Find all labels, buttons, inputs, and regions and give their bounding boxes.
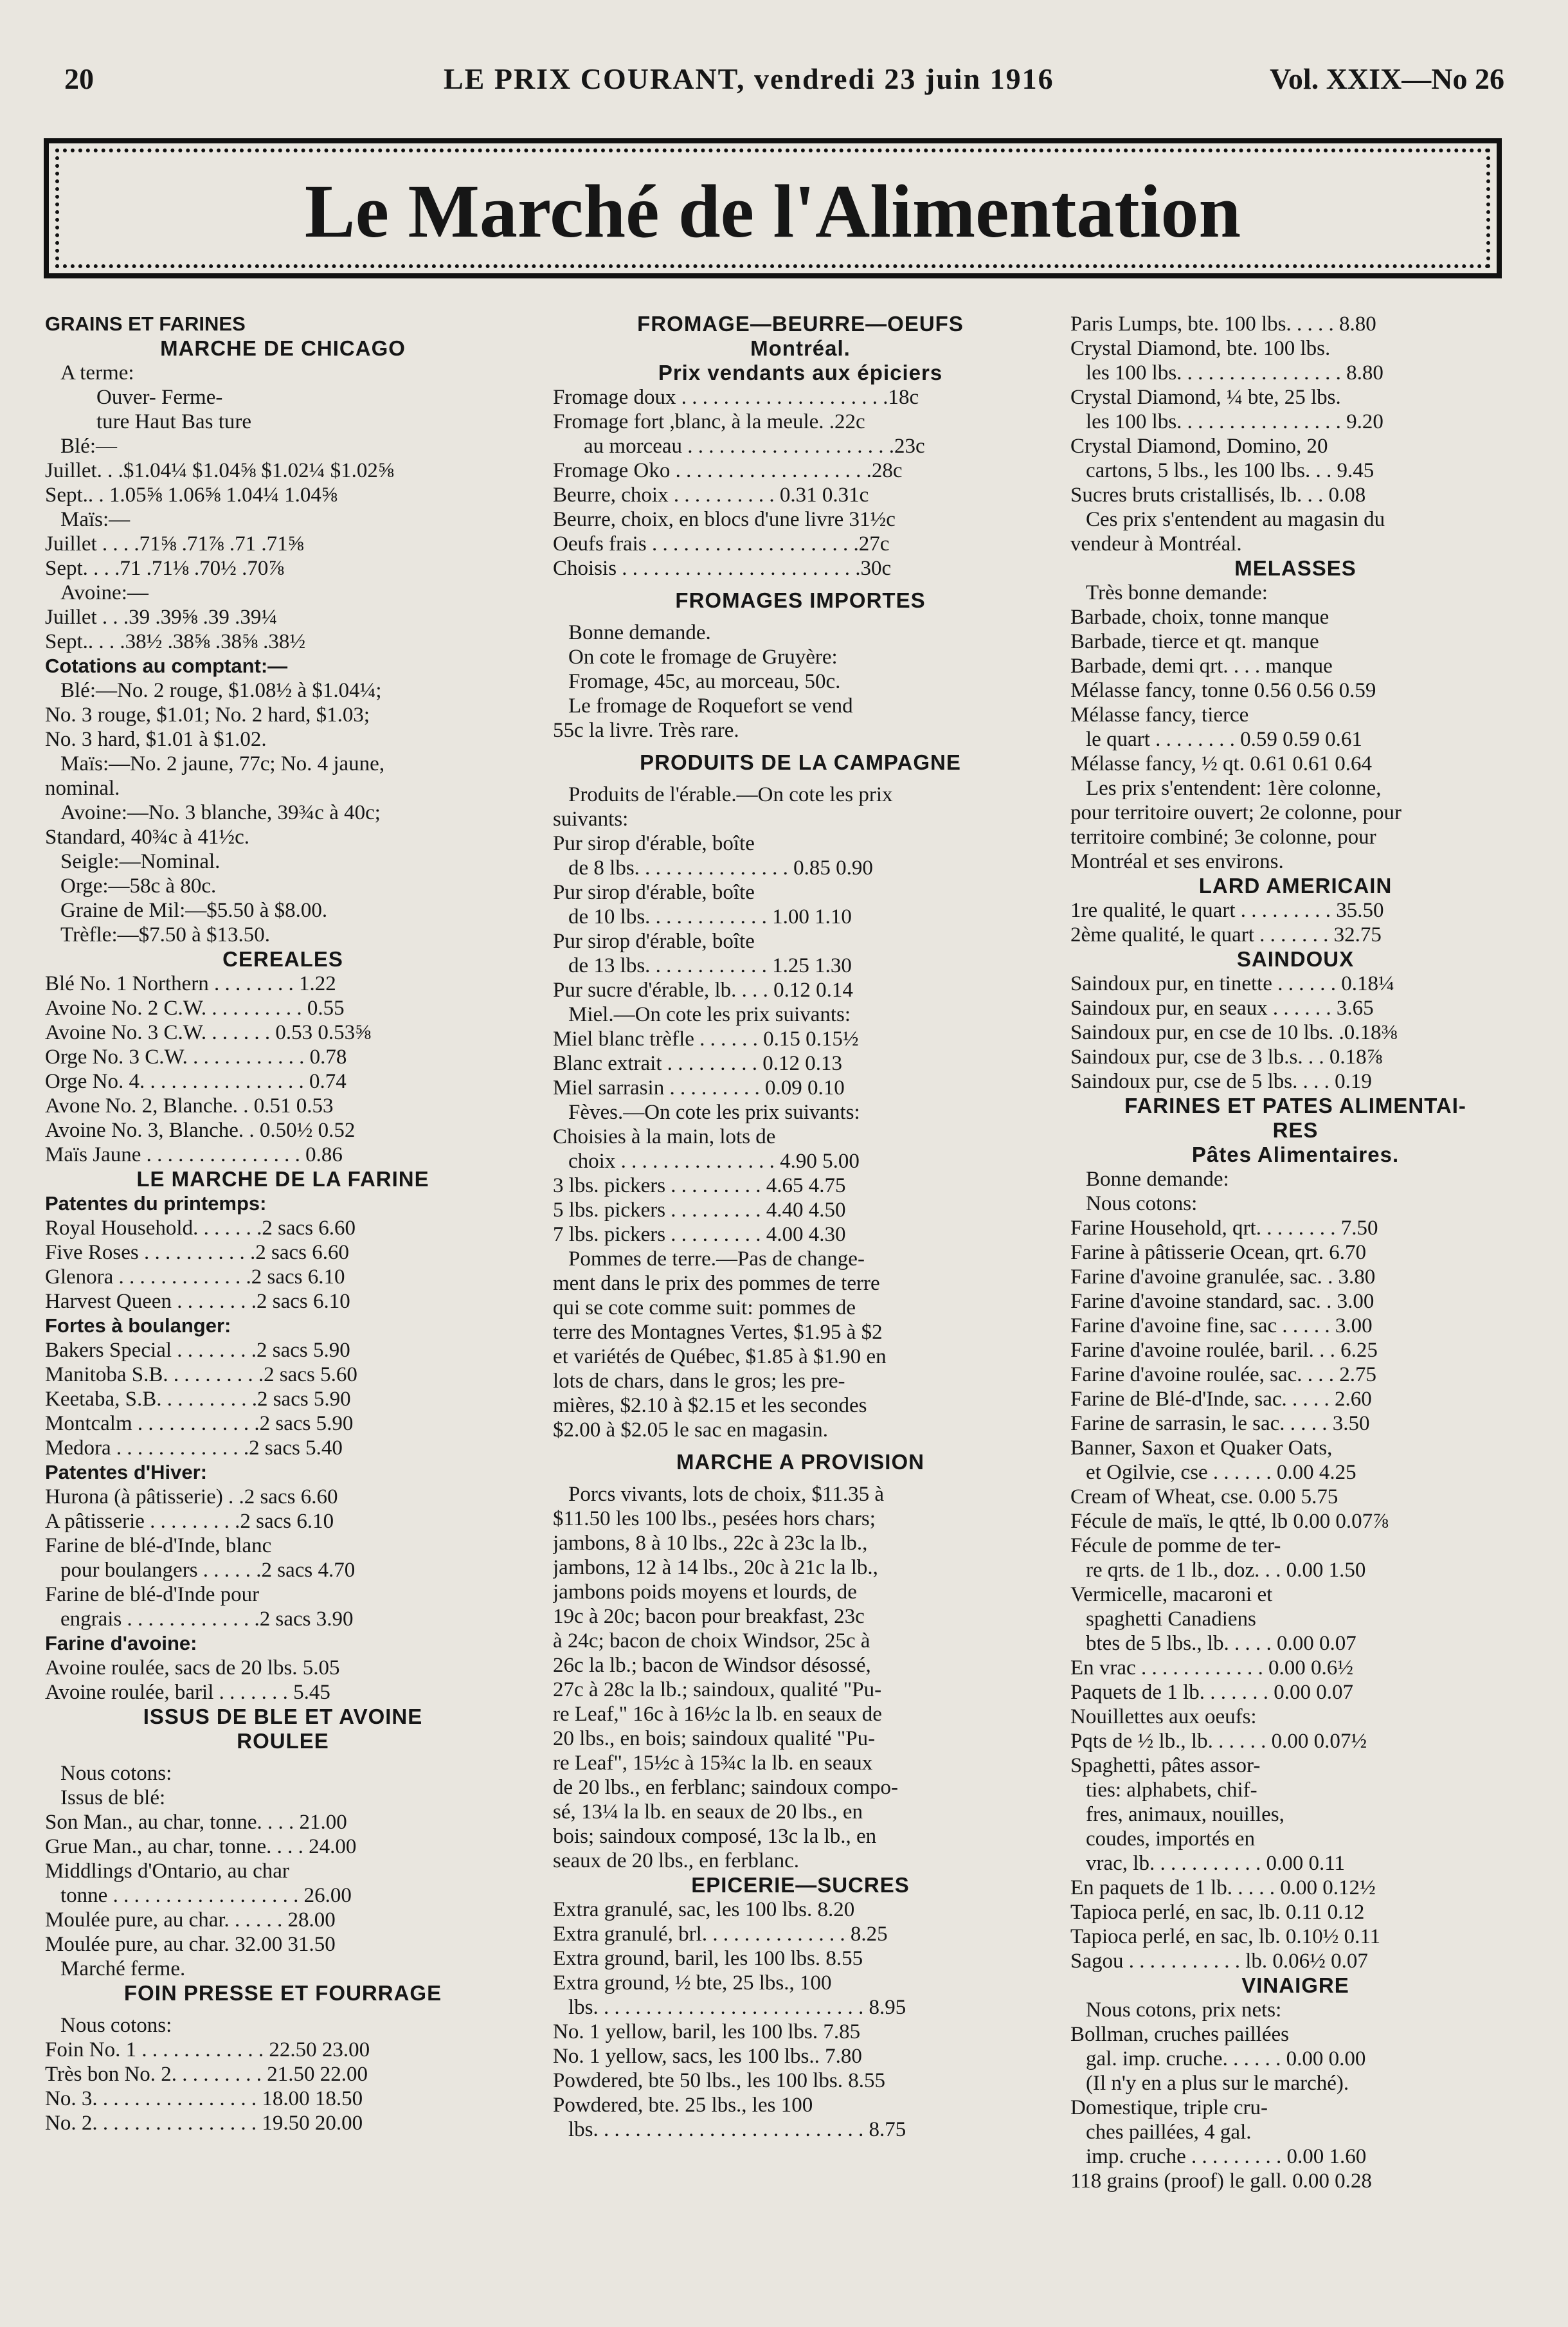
text-line: Maïs Jaune . . . . . . . . . . . . . . . 0.86	[45, 1143, 343, 1166]
text-line: de 20 lbs., en ferblanc; saindoux compo-	[553, 1776, 899, 1799]
text-line: Pur sucre d'érable, lb. . . . 0.12 0.14	[553, 979, 853, 1002]
text-line: jambons, 12 à 14 lbs., 20c à 21c la lb.,	[553, 1556, 878, 1579]
section-heading: PRODUITS DE LA CAMPAGNE	[640, 750, 961, 774]
spacer	[553, 1474, 1048, 1482]
text-line: Cream of Wheat, cse. 0.00 5.75	[1070, 1485, 1338, 1508]
text-line: En paquets de 1 lb. . . . . 0.00 0.12½	[1070, 1876, 1376, 1899]
text-line: sé, 13¼ la lb. en seaux de 20 lbs., en	[553, 1800, 863, 1824]
text-line: No. 1 yellow, baril, les 100 lbs. 7.85	[553, 2020, 861, 2043]
text-line: Beurre, choix, en blocs d'une livre 31½c	[553, 508, 896, 531]
text-line: Juillet . . . .71⅝ .71⅞ .71 .71⅝	[45, 532, 304, 556]
text-line: gal. imp. cruche. . . . . . 0.00 0.00	[1086, 2047, 1366, 2070]
section-heading: MARCHE DE CHICAGO	[160, 336, 406, 360]
text-line: Harvest Queen . . . . . . . .2 sacs 6.10	[45, 1290, 350, 1313]
text-line: No. 3. . . . . . . . . . . . . . . . 18.00 18.50	[45, 2087, 363, 2110]
text-line: Fèves.—On cote les prix suivants:	[568, 1101, 860, 1124]
section-heading: Pâtes Alimentaires.	[1191, 1143, 1400, 1166]
text-line: Bonne demande:	[1086, 1168, 1229, 1191]
text-line: Pur sirop d'érable, boîte	[553, 930, 755, 953]
text-line: de 8 lbs. . . . . . . . . . . . . . . 0.85 0.90	[568, 856, 873, 880]
text-line: Saindoux pur, cse de 3 lb.s. . . 0.18⅞	[1070, 1046, 1383, 1069]
text-line: Pur sirop d'érable, boîte	[553, 832, 755, 855]
text-line: Fromage doux . . . . . . . . . . . . . . . . . . . .18c	[553, 386, 919, 409]
text-line: Montcalm . . . . . . . . . . . .2 sacs 5.90	[45, 1412, 354, 1435]
text-line: Pur sirop d'érable, boîte	[553, 881, 755, 904]
text-line: qui se cote comme suit: pommes de	[553, 1296, 856, 1319]
text-line: imp. cruche . . . . . . . . . 0.00 1.60	[1086, 2145, 1367, 2168]
section-heading: FARINES ET PATES ALIMENTAI-	[1124, 1094, 1466, 1118]
text-line: nominal.	[45, 777, 120, 800]
text-line: Produits de l'érable.—On cote les prix	[568, 783, 893, 806]
text-line: Bollman, cruches paillées	[1070, 2023, 1289, 2046]
section-heading: ISSUS DE BLE ET AVOINE	[143, 1705, 423, 1728]
text-line: Grue Man., au char, tonne. . . . 24.00	[45, 1835, 357, 1858]
text-line: bois; saindoux composé, 13c la lb., en	[553, 1825, 877, 1848]
text-line: Hurona (à pâtisserie) . .2 sacs 6.60	[45, 1485, 338, 1508]
text-line: Saindoux pur, en cse de 10 lbs. .0.18⅜	[1070, 1021, 1398, 1044]
text-line: à 24c; bacon de choix Windsor, 25c à	[553, 1629, 870, 1652]
text-line: 5 lbs. pickers . . . . . . . . . 4.40 4.50	[553, 1199, 846, 1222]
text-line: Marché ferme.	[60, 1957, 186, 1980]
text-line: Porcs vivants, lots de choix, $11.35 à	[568, 1483, 884, 1506]
text-line: Extra ground, baril, les 100 lbs. 8.55	[553, 1947, 863, 1970]
text-line: Moulée pure, au char. 32.00 31.50	[45, 1933, 336, 1956]
text-line: A terme:	[60, 361, 134, 385]
text-line: re Leaf", 15½c à 15¾c la lb. en seaux	[553, 1752, 873, 1775]
text-line: Saindoux pur, en seaux . . . . . . 3.65	[1070, 997, 1374, 1020]
section-heading: FOIN PRESSE ET FOURRAGE	[123, 1981, 442, 2005]
text-line: Tapioca perlé, en sac, lb. 0.11 0.12	[1070, 1901, 1365, 1924]
text-line: (Il n'y en a plus sur le marché).	[1086, 2072, 1349, 2095]
text-line: Keetaba, S.B. . . . . . . . . .2 sacs 5.90	[45, 1388, 351, 1411]
text-line: Fromage, 45c, au morceau, 50c.	[568, 670, 841, 693]
text-line: lbs. . . . . . . . . . . . . . . . . . . . . . . . . . 8.95	[568, 1996, 906, 2019]
text-line: On cote le fromage de Gruyère:	[568, 646, 838, 669]
text-line: Mélasse fancy, tierce	[1070, 703, 1249, 727]
text-line: Graine de Mil:—$5.50 à $8.00.	[60, 899, 328, 922]
text-line: Beurre, choix . . . . . . . . . . 0.31 0.31c	[553, 484, 869, 507]
text-line: Extra granulé, brl. . . . . . . . . . . . . . 8.25	[553, 1923, 888, 1946]
section-heading: SAINDOUX	[1236, 947, 1355, 971]
text-line: btes de 5 lbs., lb. . . . . 0.00 0.07	[1086, 1632, 1356, 1655]
section-heading: Farine d'avoine:	[45, 1632, 197, 1654]
text-line: Miel sarrasin . . . . . . . . . 0.09 0.10	[553, 1076, 845, 1100]
text-line: vrac, lb. . . . . . . . . . . 0.00 0.11	[1086, 1852, 1345, 1875]
text-line: Sagou . . . . . . . . . . . lb. 0.06½ 0.07	[1070, 1950, 1368, 1973]
section-heading: GRAINS ET FARINES	[45, 312, 246, 335]
section-heading: Montréal.	[750, 336, 851, 360]
text-line: spaghetti Canadiens	[1086, 1607, 1256, 1631]
text-line: suivants:	[553, 808, 629, 831]
text-line: et Ogilvie, cse . . . . . . 0.00 4.25	[1086, 1461, 1356, 1484]
text-line: Fromage Oko . . . . . . . . . . . . . . . . . . .28c	[553, 459, 903, 482]
section-heading: LARD AMERICAIN	[1198, 874, 1392, 898]
text-line: Pommes de terre.—Pas de change-	[568, 1247, 865, 1271]
text-line: 19c à 20c; bacon pour breakfast, 23c	[553, 1605, 865, 1628]
column-middle	[553, 312, 1048, 2142]
text-line: Choisies à la main, lots de	[553, 1125, 776, 1148]
section-heading: FROMAGES IMPORTES	[675, 588, 926, 612]
text-line: Foin No. 1 . . . . . . . . . . . . 22.50 23.00	[45, 2038, 370, 2061]
text-line: Crystal Diamond, Domino, 20	[1070, 435, 1328, 458]
text-line: Maïs:—No. 2 jaune, 77c; No. 4 jaune,	[60, 752, 385, 775]
text-line: Vermicelle, macaroni et	[1070, 1583, 1273, 1606]
text-line: Five Roses . . . . . . . . . . .2 sacs 6.60	[45, 1241, 349, 1264]
section-heading: Fortes à boulanger:	[45, 1314, 231, 1337]
text-line: Nous cotons:	[60, 2014, 172, 2037]
section-heading: Prix vendants aux épiciers	[658, 361, 943, 385]
text-line: $2.00 à $2.05 le sac en magasin.	[553, 1418, 828, 1442]
text-line: Orge No. 4. . . . . . . . . . . . . . . . 0.74	[45, 1070, 347, 1093]
text-line: Royal Household. . . . . . .2 sacs 6.60	[45, 1217, 356, 1240]
text-line: Sucres bruts cristallisés, lb. . . 0.08	[1070, 484, 1366, 507]
section-heading: Patentes du printemps:	[45, 1192, 267, 1215]
text-line: Avoine:—No. 3 blanche, 39¾c à 40c;	[60, 801, 381, 824]
text-line: Moulée pure, au char. . . . . . 28.00	[45, 1908, 336, 1932]
text-line: Blé:—	[60, 435, 117, 458]
text-line: En vrac . . . . . . . . . . . . 0.00 0.6½	[1070, 1656, 1353, 1680]
text-line: Domestique, triple cru-	[1070, 2096, 1268, 2119]
text-line: Sept.. . . .38½ .38⅝ .38⅝ .38½	[45, 630, 306, 653]
text-line: Farine d'avoine granulée, sac. . 3.80	[1070, 1265, 1376, 1289]
text-line: Les prix s'entendent: 1ère colonne,	[1086, 777, 1382, 800]
page-header	[58, 62, 1504, 107]
text-line: Avone No. 2, Blanche. . 0.51 0.53	[45, 1094, 334, 1118]
text-line: Nous cotons:	[60, 1762, 172, 1785]
spacer	[553, 1442, 1048, 1450]
text-line: 27c à 28c la lb.; saindoux, qualité "Pu-	[553, 1678, 882, 1701]
text-line: Bonne demande.	[568, 621, 711, 644]
spacer	[553, 581, 1048, 588]
section-heading: ROULEE	[237, 1729, 329, 1753]
spacer	[45, 2006, 521, 2013]
text-line: Fécule de maïs, le qtté, lb 0.00 0.07⅞	[1070, 1510, 1389, 1533]
text-line: Powdered, bte. 25 lbs., les 100	[553, 2094, 813, 2117]
text-line: Nouillettes aux oeufs:	[1070, 1705, 1257, 1728]
text-line: cartons, 5 lbs., les 100 lbs. . . 9.45	[1086, 459, 1374, 482]
text-line: ches paillées, 4 gal.	[1086, 2121, 1252, 2144]
text-line: Avoine roulée, sacs de 20 lbs. 5.05	[45, 1656, 340, 1680]
text-line: Pqts de ½ lb., lb. . . . . . 0.00 0.07½	[1070, 1730, 1367, 1753]
text-line: Avoine No. 3 C.W. . . . . . . 0.53 0.53⅝	[45, 1021, 371, 1044]
text-line: Ces prix s'entendent au magasin du	[1086, 508, 1385, 531]
text-line: terre des Montagnes Vertes, $1.95 à $2	[553, 1321, 883, 1344]
text-line: pour territoire ouvert; 2e colonne, pour	[1070, 801, 1401, 824]
section-heading: FROMAGE—BEURRE—OEUFS	[637, 312, 964, 336]
column-left	[45, 312, 521, 2135]
text-line: Maïs:—	[60, 508, 131, 531]
text-line: Barbade, tierce et qt. manque	[1070, 630, 1319, 653]
text-line: les 100 lbs. . . . . . . . . . . . . . . . 8.80	[1086, 361, 1383, 385]
text-line: Manitoba S.B. . . . . . . . . .2 sacs 5.60	[45, 1363, 357, 1386]
text-line: Avoine No. 2 C.W. . . . . . . . . . 0.55	[45, 997, 345, 1020]
text-line: No. 1 yellow, sacs, les 100 lbs.. 7.80	[553, 2045, 862, 2068]
text-line: 1re qualité, le quart . . . . . . . . . 35.50	[1070, 899, 1384, 922]
text-line: de 13 lbs. . . . . . . . . . . . 1.25 1.30	[568, 954, 852, 977]
text-line: lbs. . . . . . . . . . . . . . . . . . . . . . . . . . 8.75	[568, 2118, 906, 2141]
text-line: Choisis . . . . . . . . . . . . . . . . . . . . . . .30c	[553, 557, 892, 580]
column-right	[1070, 312, 1520, 2193]
text-line: le quart . . . . . . . . 0.59 0.59 0.61	[1086, 728, 1362, 751]
text-line: Crystal Diamond, ¼ bte, 25 lbs.	[1070, 386, 1341, 409]
text-line: Farine de sarrasin, le sac. . . . . 3.50	[1070, 1412, 1370, 1435]
text-line: Powdered, bte 50 lbs., les 100 lbs. 8.55	[553, 2069, 885, 2092]
text-line: pour boulangers . . . . . .2 sacs 4.70	[60, 1559, 356, 1582]
text-line: Issus de blé:	[60, 1786, 166, 1809]
text-line: Juillet. . .$1.04¼ $1.04⅝ $1.02¼ $1.02⅝	[45, 459, 394, 482]
text-line: tonne . . . . . . . . . . . . . . . . . . 26.00	[60, 1884, 352, 1907]
section-banner	[44, 138, 1502, 278]
text-line: 26c la lb.; bacon de Windsor désossé,	[553, 1654, 871, 1677]
text-line: ture Haut Bas ture	[96, 410, 252, 433]
text-line: Blé:—No. 2 rouge, $1.08½ à $1.04¼;	[60, 679, 382, 702]
text-line: Farine d'avoine roulée, sac. . . . 2.75	[1070, 1363, 1377, 1386]
text-line: Middlings d'Ontario, au char	[45, 1860, 289, 1883]
text-line: Blé No. 1 Northern . . . . . . . . 1.22	[45, 972, 336, 995]
text-line: Orge No. 3 C.W. . . . . . . . . . . . 0.78	[45, 1046, 347, 1069]
text-line: Barbade, choix, tonne manque	[1070, 606, 1329, 629]
text-line: re Leaf," 16c à 16½c la lb. en seaux de	[553, 1703, 882, 1726]
section-heading: VINAIGRE	[1241, 1973, 1349, 1997]
text-line: Farine de blé-d'Inde pour	[45, 1583, 260, 1606]
text-line: Saindoux pur, cse de 5 lbs. . . . 0.19	[1070, 1070, 1372, 1093]
text-line: Banner, Saxon et Quaker Oats,	[1070, 1436, 1333, 1460]
text-line: No. 3 rouge, $1.01; No. 2 hard, $1.03;	[45, 703, 370, 727]
text-line: lots de chars, dans le gros; les pre-	[553, 1370, 845, 1393]
text-line: re qrts. de 1 lb., doz. . . 0.00 1.50	[1086, 1559, 1366, 1582]
text-line: 118 grains (proof) le gall. 0.00 0.28	[1070, 2169, 1372, 2193]
text-line: Spaghetti, pâtes assor-	[1070, 1754, 1261, 1777]
text-line: Sept. . . .71 .71⅛ .70½ .70⅞	[45, 557, 285, 580]
text-line: No. 3 hard, $1.01 à $1.02.	[45, 728, 267, 751]
publication-line: LE PRIX COURANT, vendredi 23 juin 1916	[444, 62, 1054, 95]
text-line: Fromage fort ,blanc, à la meule. .22c	[553, 410, 865, 433]
text-line: Le fromage de Roquefort se vend	[568, 694, 853, 718]
text-line: Farine d'avoine roulée, baril. . . 6.25	[1070, 1339, 1378, 1362]
text-line: 7 lbs. pickers . . . . . . . . . 4.00 4.30	[553, 1223, 846, 1246]
text-line: Très bonne demande:	[1086, 581, 1268, 604]
text-line: Orge:—58c à 80c.	[60, 874, 217, 898]
text-line: Trèfle:—$7.50 à $13.50.	[60, 923, 271, 946]
text-line: Paquets de 1 lb. . . . . . . 0.00 0.07	[1070, 1681, 1353, 1704]
section-heading: MARCHE A PROVISION	[676, 1450, 924, 1474]
text-line: choix . . . . . . . . . . . . . . . 4.90 5.00	[568, 1150, 860, 1173]
spacer	[553, 775, 1048, 783]
text-line: Mélasse fancy, ½ qt. 0.61 0.61 0.64	[1070, 752, 1372, 775]
text-line: $11.50 les 100 lbs., pesées hors chars;	[553, 1507, 876, 1530]
section-heading: LE MARCHE DE LA FARINE	[136, 1167, 429, 1191]
text-line: Tapioca perlé, en sac, lb. 0.10½ 0.11	[1070, 1925, 1381, 1948]
text-line: Extra granulé, sac, les 100 lbs. 8.20	[553, 1898, 855, 1921]
section-heading: MELASSES	[1234, 556, 1356, 580]
page-number: 20	[64, 62, 94, 95]
text-line: mières, $2.10 à $2.15 et les secondes	[553, 1394, 867, 1417]
text-line: jambons, 8 à 10 lbs., 22c à 23c la lb.,	[553, 1532, 868, 1555]
spacer	[553, 743, 1048, 750]
text-line: Farine de Blé-d'Inde, sac. . . . . 2.60	[1070, 1388, 1372, 1411]
section-heading: EPICERIE—SUCRES	[691, 1873, 910, 1897]
text-line: Son Man., au char, tonne. . . . 21.00	[45, 1811, 347, 1834]
text-line: Ouver- Ferme-	[96, 386, 223, 409]
text-line: Miel blanc trèfle . . . . . . 0.15 0.15½	[553, 1028, 859, 1051]
text-line: Blanc extrait . . . . . . . . . 0.12 0.13	[553, 1052, 843, 1075]
text-line: les 100 lbs. . . . . . . . . . . . . . . . 9.20	[1086, 410, 1383, 433]
text-line: 55c la livre. Très rare.	[553, 719, 739, 742]
text-line: Bakers Special . . . . . . . .2 sacs 5.90	[45, 1339, 350, 1362]
spacer	[553, 613, 1048, 620]
text-line: Farine d'avoine standard, sac. . 3.00	[1070, 1290, 1374, 1313]
text-line: Sept.. . 1.05⅝ 1.06⅝ 1.04¼ 1.04⅝	[45, 484, 338, 507]
text-line: No. 2. . . . . . . . . . . . . . . . 19.50 20.00	[45, 2112, 363, 2135]
text-line: Avoine:—	[60, 581, 149, 604]
text-line: Montréal et ses environs.	[1070, 850, 1284, 873]
section-heading: Patentes d'Hiver:	[45, 1461, 208, 1483]
text-line: A pâtisserie . . . . . . . . .2 sacs 6.10	[45, 1510, 334, 1533]
text-line: 2ème qualité, le quart . . . . . . . 32.75	[1070, 923, 1382, 946]
section-heading: Cotations au comptant:—	[45, 655, 288, 677]
section-heading: RES	[1272, 1118, 1319, 1142]
text-line: Extra ground, ½ bte, 25 lbs., 100	[553, 1971, 832, 1995]
text-line: au morceau . . . . . . . . . . . . . . . . . . . .23c	[584, 435, 925, 458]
text-line: fres, animaux, nouilles,	[1086, 1803, 1284, 1826]
text-line: Barbade, demi qrt. . . . manque	[1070, 655, 1333, 678]
text-line: Juillet . . .39 .39⅝ .39 .39¼	[45, 606, 278, 629]
text-line: Farine Household, qrt. . . . . . . . 7.50	[1070, 1217, 1378, 1240]
text-line: Nous cotons:	[1086, 1192, 1198, 1215]
text-line: engrais . . . . . . . . . . . . .2 sacs 3.90	[60, 1607, 354, 1631]
text-line: coudes, importés en	[1086, 1827, 1256, 1851]
text-line: Standard, 40¾c à 41½c.	[45, 826, 249, 849]
text-line: Saindoux pur, en tinette . . . . . . 0.18¼	[1070, 972, 1394, 995]
text-line: ment dans le prix des pommes de terre	[553, 1272, 880, 1295]
text-line: ties: alphabets, chif-	[1086, 1779, 1257, 1802]
text-line: et variétés de Québec, $1.85 à $1.90 en	[553, 1345, 887, 1368]
text-line: territoire combiné; 3e colonne, pour	[1070, 826, 1376, 849]
text-line: vendeur à Montréal.	[1070, 532, 1242, 556]
section-title: Le Marché de l'Alimentation	[304, 169, 1241, 253]
text-line: Avoine No. 3, Blanche. . 0.50½ 0.52	[45, 1119, 356, 1142]
text-line: Seigle:—Nominal.	[60, 850, 221, 873]
text-line: Glenora . . . . . . . . . . . . .2 sacs 6.10	[45, 1265, 345, 1289]
text-line: Farine d'avoine fine, sac . . . . . 3.00	[1070, 1314, 1373, 1337]
text-line: seaux de 20 lbs., en ferblanc.	[553, 1849, 800, 1872]
text-line: Nous cotons, prix nets:	[1086, 1998, 1282, 2022]
text-line: Oeufs frais . . . . . . . . . . . . . . . . . . . .27c	[553, 532, 890, 556]
text-line: 3 lbs. pickers . . . . . . . . . 4.65 4.75	[553, 1174, 846, 1197]
text-line: Mélasse fancy, tonne 0.56 0.56 0.59	[1070, 679, 1376, 702]
text-line: Avoine roulée, baril . . . . . . . 5.45	[45, 1681, 330, 1704]
text-line: Farine à pâtisserie Ocean, qrt. 6.70	[1070, 1241, 1367, 1264]
spacer	[45, 1753, 521, 1761]
text-line: 20 lbs., en bois; saindoux qualité "Pu-	[553, 1727, 876, 1750]
text-line: Crystal Diamond, bte. 100 lbs.	[1070, 337, 1331, 360]
text-line: Paris Lumps, bte. 100 lbs. . . . . 8.80	[1070, 312, 1376, 336]
text-line: Farine de blé-d'Inde, blanc	[45, 1534, 272, 1557]
volume-number: Vol. XXIX—No 26	[1269, 62, 1504, 95]
text-line: jambons poids moyens et lourds, de	[553, 1580, 857, 1604]
text-line: Très bon No. 2. . . . . . . . . 21.50 22.00	[45, 2063, 368, 2086]
text-line: Medora . . . . . . . . . . . . .2 sacs 5.40	[45, 1436, 343, 1460]
text-line: Fécule de pomme de ter-	[1070, 1534, 1281, 1557]
text-line: de 10 lbs. . . . . . . . . . . . 1.00 1.10	[568, 905, 852, 928]
text-line: Miel.—On cote les prix suivants:	[568, 1003, 851, 1026]
section-heading: CEREALES	[222, 947, 343, 971]
